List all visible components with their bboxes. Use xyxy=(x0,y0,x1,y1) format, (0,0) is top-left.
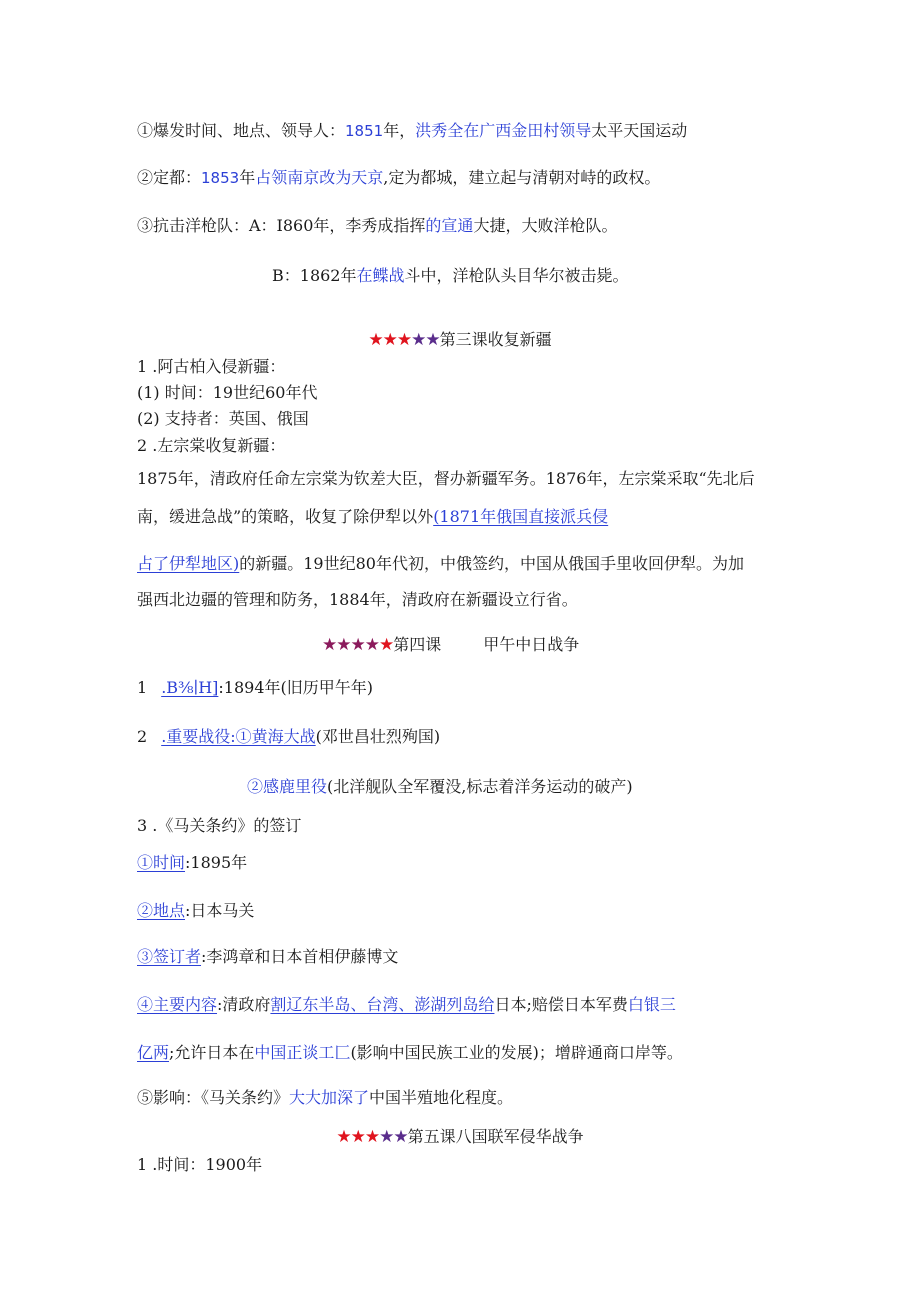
star-icon: ★ xyxy=(379,1127,394,1147)
s4-l8: ④主要内容:清政府割辽东半岛、台湾、澎湖列岛给日本;赔偿日本军费白银三 xyxy=(137,995,676,1014)
s4-l4: 3 .《马关条约》的签订 xyxy=(137,816,302,835)
star-icon: ★ xyxy=(350,635,365,655)
treaty-signers-link[interactable]: ③签订者 xyxy=(137,947,202,966)
star-icon: ★ xyxy=(364,635,379,655)
s4-l5: ①时间:1895年 xyxy=(137,853,248,872)
s3-p1: 1 .阿古柏入侵新疆： xyxy=(137,357,286,376)
time-link[interactable]: .B⅜∣H] xyxy=(161,678,219,697)
s3-p5: 1875年，清政府任命左宗棠为钦差大臣，督办新疆军务。1876年，左宗棠采取“先北后 xyxy=(137,469,755,488)
ili-note-link-cont[interactable]: 占了伊犁地区) xyxy=(137,554,240,573)
treaty-place-link[interactable]: ②地点 xyxy=(137,901,186,920)
s4-l10: ⑤影响：《马关条约》大大加深了中国半殖地化程度。 xyxy=(137,1088,514,1107)
rating-stars xyxy=(336,1127,407,1146)
star-icon: ★ xyxy=(425,330,440,350)
taiping-outbreak-line: ①爆发时间、地点、领导人：1851年，洪秀全在广西金田村领导太平天国运动 xyxy=(137,121,688,140)
s3-p2: (1) 时间：19世纪60年代 xyxy=(137,383,318,402)
ceded-territory-link[interactable]: 割辽东半岛、台湾、澎湖列岛给 xyxy=(270,995,495,1014)
s3-p7: 占了伊犁地区)的新疆。19世纪80年代初，中俄签约，中国从俄国手里收回伊犁。为加 xyxy=(137,554,744,573)
lesson-3-heading: ★★★★★第三课收复新疆 xyxy=(368,330,552,350)
star-icon: ★ xyxy=(368,330,383,350)
s4-l1: 1 .B⅜∣H]:1894年(旧历甲午年) xyxy=(137,678,373,697)
ili-note-link[interactable]: (1871年俄国直接派兵侵 xyxy=(433,507,609,526)
s5-l1: 1 .时间：1900年 xyxy=(137,1155,263,1174)
s3-p3: (2) 支持者：英国、俄国 xyxy=(137,409,309,428)
battles-link[interactable]: .重要战役:①黄海大战 xyxy=(161,727,316,746)
s4-l7: ③签订者:李鸿章和日本首相伊藤博文 xyxy=(137,947,399,966)
taiping-resist-line-a: ③抗击洋枪队：A：I860年，李秀成指挥的宣通大捷，大败洋枪队。 xyxy=(137,216,618,235)
star-icon: ★ xyxy=(411,330,426,350)
star-icon: ★ xyxy=(393,1127,408,1147)
star-icon: ★ xyxy=(364,1127,380,1147)
star-icon: ★ xyxy=(322,635,337,655)
s4-l9: 亿两;允许日本在中国正谈工匚(影响中国民族工业的发展)；增辟通商口岸等。 xyxy=(137,1043,683,1062)
taiping-capital-line: ②定都：1853年占领南京改为天京,定为都城，建立起与清朝对峙的政权。 xyxy=(137,168,661,187)
taiping-resist-line-b: B：1862年在鲽战斗中，洋枪队头目华尔被击毙。 xyxy=(272,266,629,285)
lesson-5-heading: ★★★★★第五课八国联军侵华战争 xyxy=(336,1127,584,1147)
indemnity-link[interactable]: 亿两 xyxy=(137,1043,170,1062)
s3-p6: 南，缓进急战”的策略，收复了除伊犁以外(1871年俄国直接派兵侵 xyxy=(137,507,609,526)
star-icon: ★ xyxy=(396,330,412,350)
s4-l3: ②感鹿里役(北洋舰队全军覆没,标志着洋务运动的破产) xyxy=(247,777,633,796)
s4-l6: ②地点:日本马关 xyxy=(137,901,255,920)
star-icon: ★ xyxy=(379,635,394,655)
s4-l2: 2 .重要战役:①黄海大战(邓世昌壮烈殉国) xyxy=(137,727,441,746)
rating-stars xyxy=(322,635,393,654)
star-icon: ★ xyxy=(382,330,397,350)
star-icon: ★ xyxy=(336,1127,351,1147)
star-icon: ★ xyxy=(350,1127,365,1147)
treaty-time-link[interactable]: ①时间 xyxy=(137,853,186,872)
s3-p8: 强西北边疆的管理和防务，1884年，清政府在新疆设立行省。 xyxy=(137,590,578,609)
star-icon: ★ xyxy=(336,635,351,655)
s3-p4: 2 .左宗棠收复新疆： xyxy=(137,436,286,455)
lesson-4-heading: ★★★★★第四课 甲午中日战争 xyxy=(322,635,580,655)
rating-stars xyxy=(368,330,439,349)
treaty-content-link[interactable]: ④主要内容 xyxy=(137,995,218,1014)
